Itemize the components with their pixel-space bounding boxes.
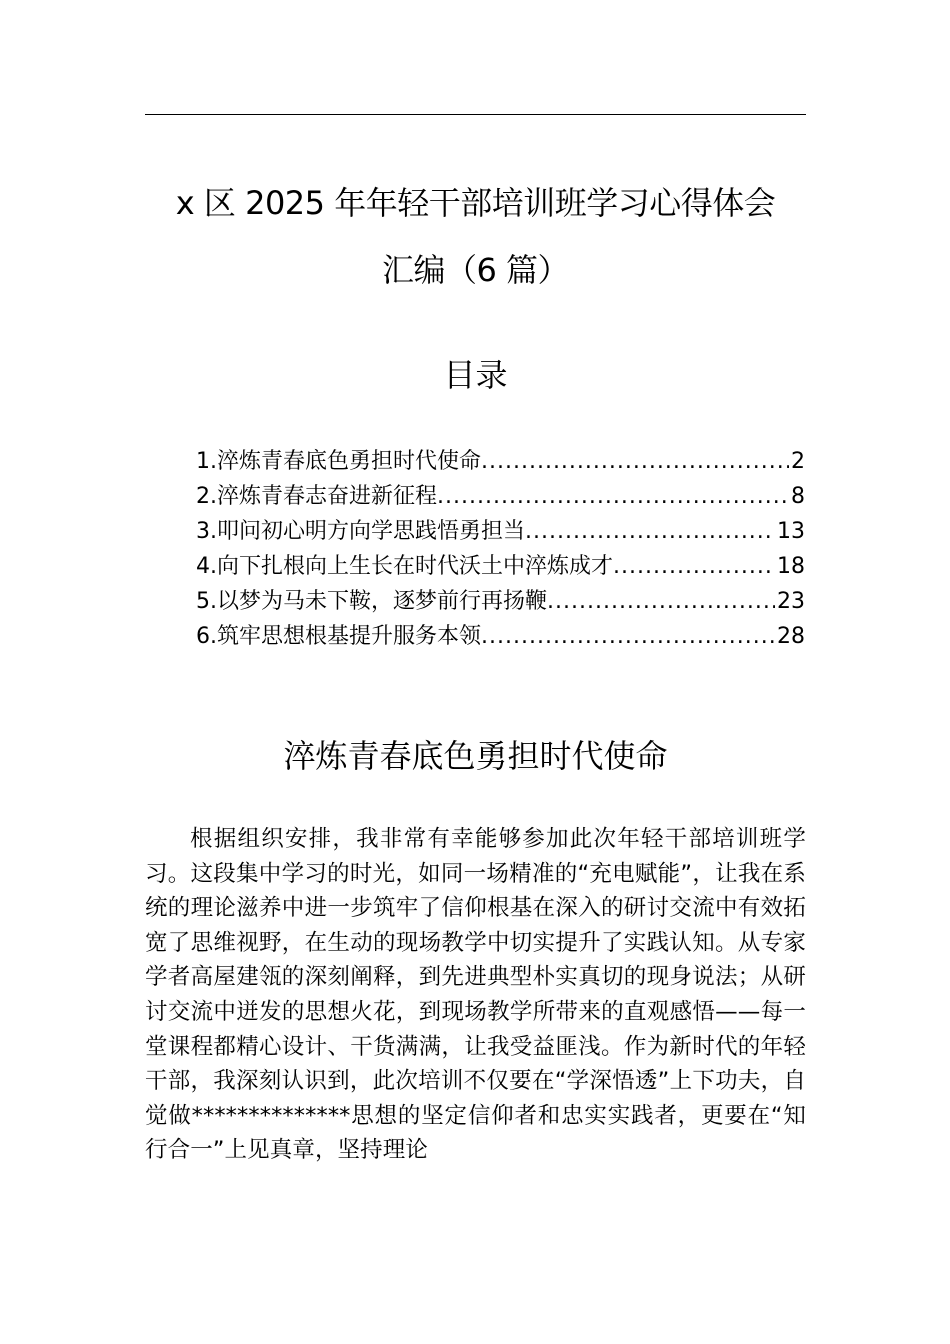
toc-entry-title[interactable]: 4.向下扎根向上生长在时代沃土中淬炼成才 [196, 554, 613, 579]
toc-entry-3[interactable] [196, 514, 805, 549]
body-paragraph: 根据组织安排，我非常有幸能够参加此次年轻干部培训班学习。这段集中学习的时光，如同一场精准的“充电赋能”，让我在系统的理论滋养中进一步筑牢了信仰根基在深入的研讨交流中有效拓宽了思维视野，在生动的现场教学中切实提升了实践认知。从专家学者高屋建瓴的深刻阐释，到先进典型朴实真切的现身说法；从研讨交流中迸发的思想火花，到现场教学所带来的直观感悟——每一堂课程都精心设计、干货满满，让我受益匪浅。作为新时代的年轻干部，我深刻认识到，此次培训不仅要在“学深悟透”上下功夫，自觉做**************思想的坚定信仰者和忠实实践者，更要在“知行合一”上见真章，坚持理论 [145, 826, 806, 1164]
toc-entry-page[interactable]: 2 [791, 449, 805, 474]
toc-entry-title[interactable]: 6.筑牢思想根基提升服务本领 [196, 624, 481, 649]
toc-entry-title[interactable]: 1.淬炼青春底色勇担时代使命 [196, 449, 481, 474]
toc-entry-title[interactable]: 3.叩问初心明方向学思践悟勇担当 [196, 519, 525, 544]
toc-dot-leader [481, 444, 789, 479]
toc-entry-page[interactable]: 23 [777, 589, 805, 614]
toc-entry-page[interactable]: 18 [777, 554, 805, 579]
toc-entry-5[interactable] [196, 584, 805, 619]
toc-dot-leader [613, 549, 775, 584]
toc-dot-leader [481, 619, 775, 654]
toc-entry-page[interactable]: 13 [777, 519, 805, 544]
toc-entry-6[interactable] [196, 619, 805, 654]
document-title-line1: x 区 2025 年年轻干部培训班学习心得体会 [175, 184, 776, 222]
toc-dot-leader [525, 514, 775, 549]
toc-entry-4[interactable] [196, 549, 805, 584]
toc-entry-title[interactable]: 5.以梦为马未下鞍，逐梦前行再扬鞭 [196, 589, 547, 614]
toc-entry-page[interactable]: 8 [791, 484, 805, 509]
section-heading: 淬炼青春底色勇担时代使命 [283, 737, 668, 775]
document-title-line2: 汇编（6 篇） [381, 251, 570, 289]
toc-dot-leader [437, 479, 789, 514]
toc-entry-1[interactable] [196, 444, 805, 479]
toc-entry-page[interactable]: 28 [777, 624, 805, 649]
table-of-contents [196, 444, 805, 654]
toc-entry-2[interactable] [196, 479, 805, 514]
toc-entry-title[interactable]: 2.淬炼青春志奋进新征程 [196, 484, 437, 509]
header-rule [145, 114, 806, 115]
toc-dot-leader [547, 584, 775, 619]
toc-heading: 目录 [443, 356, 508, 394]
